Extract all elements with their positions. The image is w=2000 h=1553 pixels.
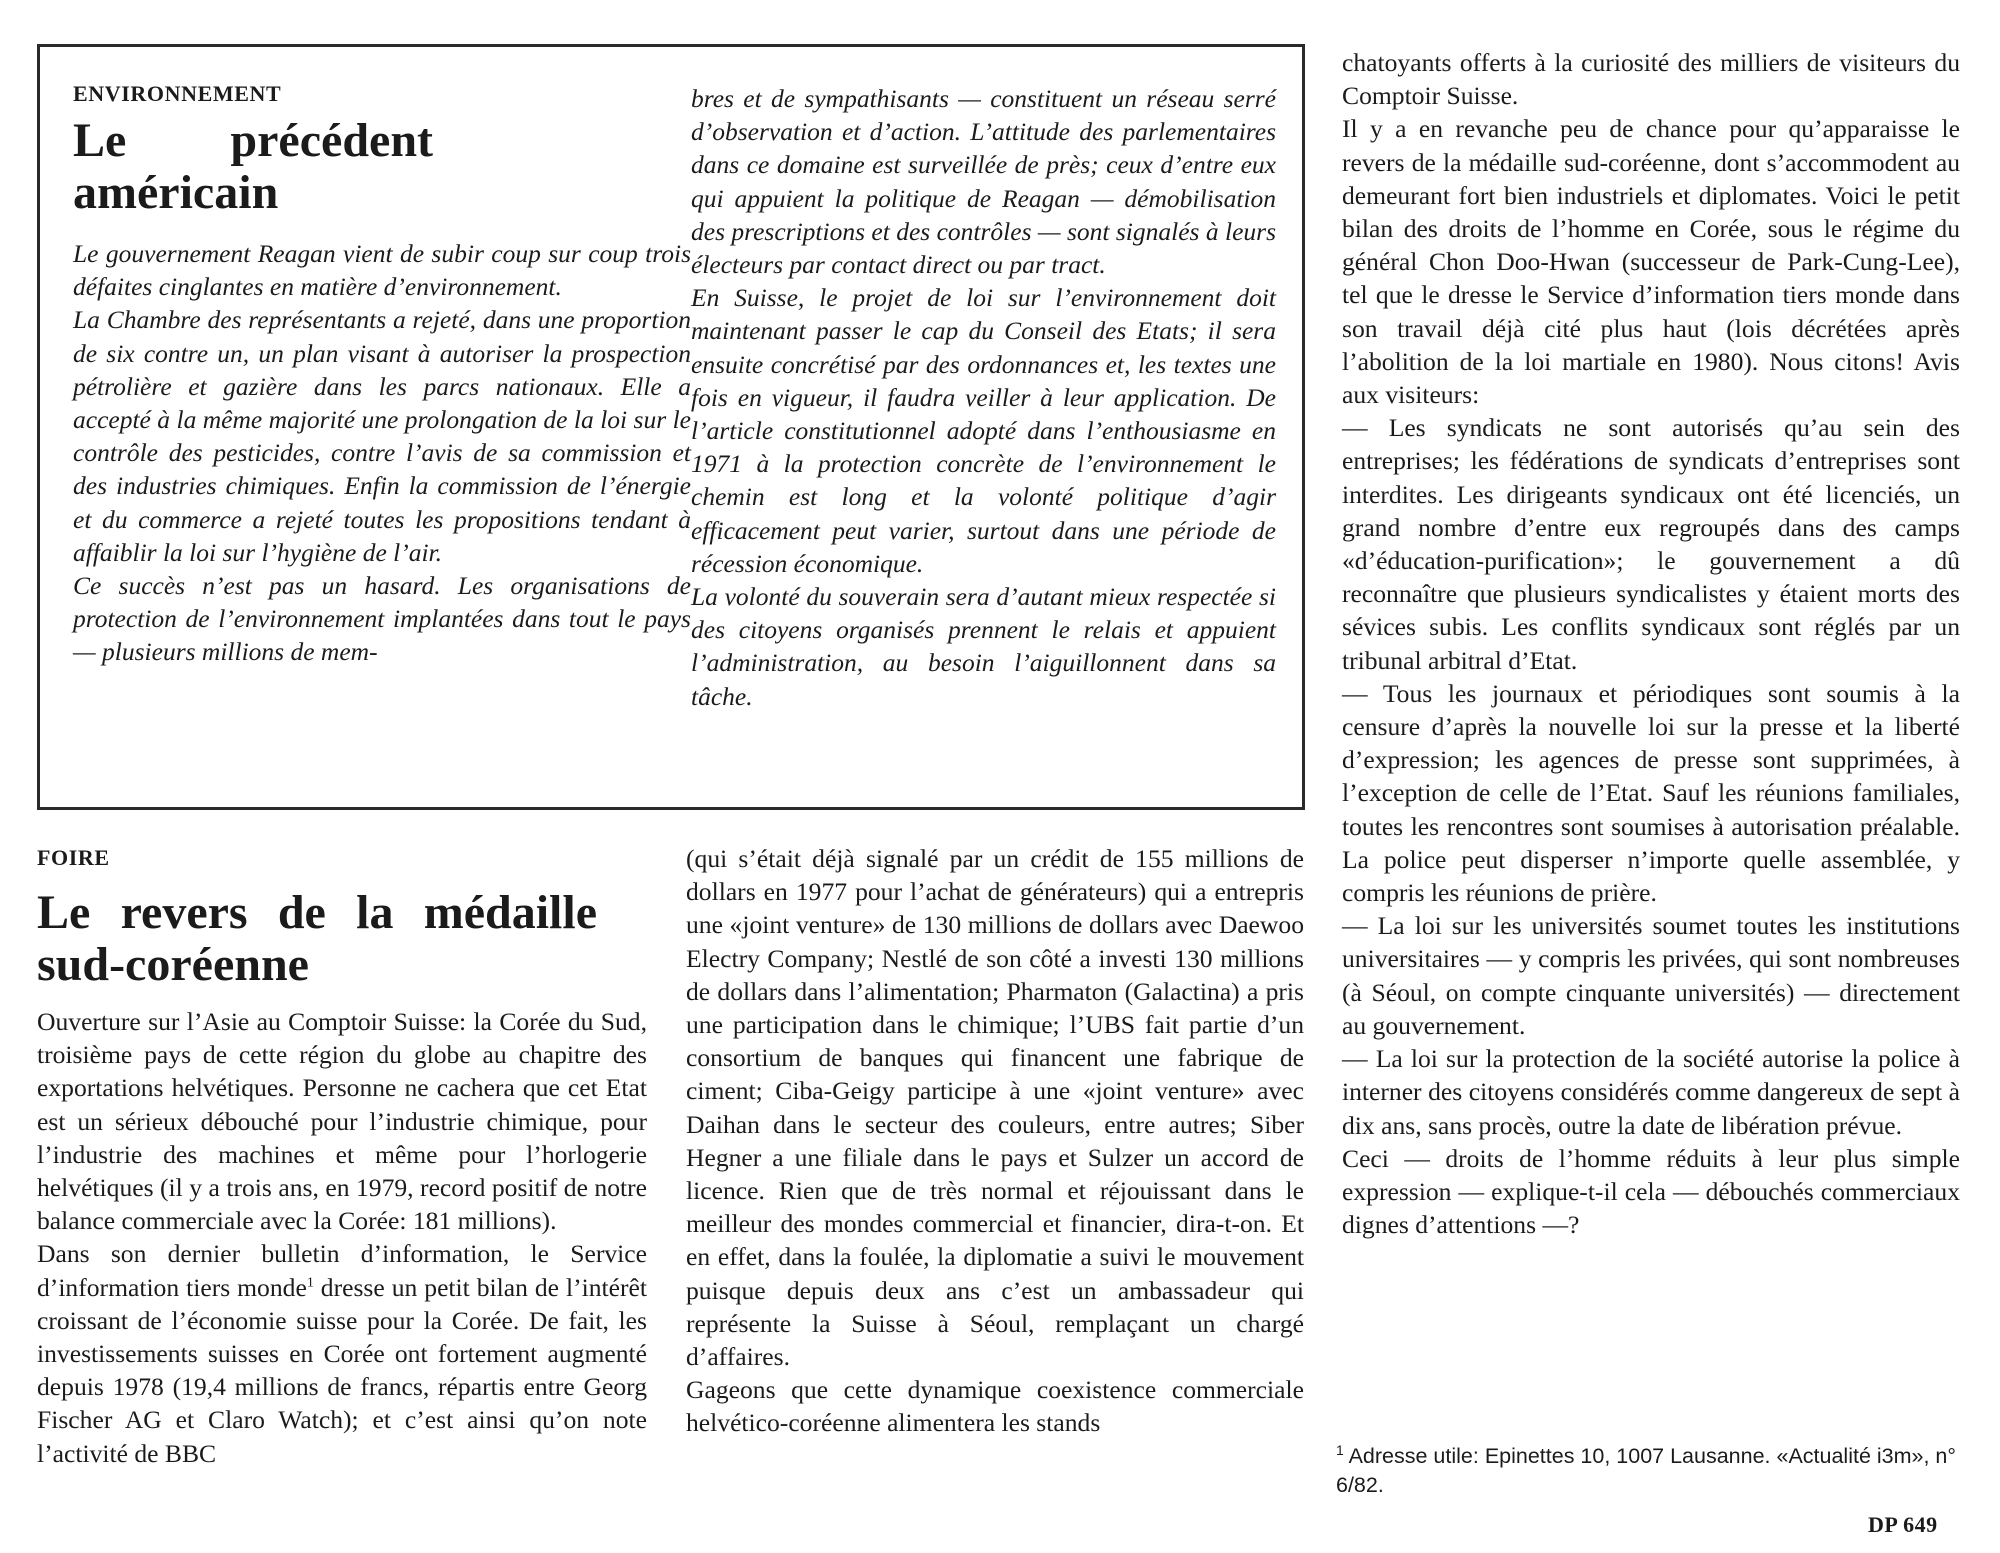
environment-column-left (73, 81, 691, 669)
footnote-reference: 1 (306, 1275, 314, 1291)
foire-column-right (1342, 46, 1960, 1241)
paragraph: chatoyants offerts à la curiosité des milliers de visiteurs du Comptoir Suisse. (1342, 48, 1960, 111)
paragraph: bres et de sympathisants — constituent un réseau serré d’observation et d’action. L’attitude des parlementaires dans ce domaine est surveillée de près; ceux d’entre eux qui appuient la politique de Reagan — démobilisation des prescriptions et des contrôles — sont signalés à leurs électeurs par contact direct ou par tract. (691, 84, 1276, 280)
paragraph-text: Dans son dernier bulletin d’information, le Service d’information tiers monde (37, 1239, 647, 1302)
paragraph: La Chambre des représentants a rejeté, dans une proportion de six contre un, un plan visant à autoriser la prospection pétrolière et gazière dans les parcs nationaux. Elle a accepté à la même majorité une prolongation de la loi sur le contrôle des pesticides, contre l’avis de sa commission et des industries chimiques. Enfin la commission de l’énergie et du commerce a rejeté toutes les propositions tendant à affaiblir la loi sur l’hygiène de l’air. (73, 305, 691, 567)
paragraph: En Suisse, le projet de loi sur l’environnement doit maintenant passer le cap du Conseil des Etats; il sera ensuite concrétisé par des ordonnances et, les textes une fois en vigueur, il faudra veiller à leur application. De l’article constitutionnel adopté dans l’enthousiasme en 1971 à la protection concrète de l’environnement le chemin est long et la volonté politique d’agir efficacement peut varier, surtout dans une période de récession économique. (691, 283, 1276, 578)
footnote-mark: 1 (1336, 1441, 1344, 1458)
environment-article-box (37, 44, 1305, 810)
section-kicker: ENVIRONNEMENT (73, 81, 282, 106)
paragraph: Ce succès n’est pas un hasard. Les organisations de protection de l’environnement implantées dans tout le pays — plusieurs millions de mem- (73, 571, 691, 667)
paragraph: (qui s’était déjà signalé par un crédit de 155 millions de dollars en 1977 pour l’achat de générateurs) qui a entrepris une «joint venture» de 130 millions de dollars avec Daewoo Electry Company; Nestlé de son côté a investi 130 millions de dollars dans l’alimentation; Pharmaton (Galactina) a pris une participation dans le chimique; l’UBS fait partie d’un consortium de banques qui financent une fabrique de ciment; Ciba-Geigy participe à une «joint venture» avec Daihan dans le secteur des couleurs, entre autres; Siber Hegner a une filiale dans le pays et Sulzer un accord de licence. Rien que de très normal et réjouissant dans le meilleur des mondes commercial et financier, dira-t-on. Et en effet, dans la foulée, la diplomatie a suivi le mouvement puisque depuis deux ans c’est un ambassadeur qui représente la Suisse à Séoul, remplaçant un chargé d’affaires. (686, 844, 1304, 1372)
page-number: DP 649 (1868, 1512, 1938, 1537)
paragraph (37, 1237, 647, 1469)
paragraph: — La loi sur les universités soumet toutes les institutions universitaires — y compris les privées, qui sont nombreuses (à Séoul, on compte cinquante universités) — directement au gouvernement. (1342, 911, 1960, 1040)
paragraph-text: dresse un petit bilan de l’intérêt croissant de l’économie suisse pour la Corée. De fait, les investissements suisses en Corée ont fortement augmenté depuis 1978 (19,4 millions de francs, répartis entre Georg Fischer AG et Claro Watch); et c’est ainsi qu’on note l’activité de BBC (37, 1272, 647, 1468)
section-kicker: FOIRE (37, 845, 110, 870)
paragraph: — La loi sur la protection de la société autorise la police à interner des citoyens considérés comme dangereux de sept à dix ans, sans procès, outre la date de libération prévue. (1342, 1044, 1960, 1140)
environment-column-right (691, 82, 1276, 713)
paragraph: Ouverture sur l’Asie au Comptoir Suisse: la Corée du Sud, troisième pays de cette région du globe au chapitre des exportations helvétiques. Personne ne cachera que cet Etat est un sérieux débouché pour l’industrie chimique, pour l’industrie des machines et même pour l’horlogerie helvétiques (il y a trois ans, en 1979, record positif de notre balance commerciale avec la Corée: 181 millions). (37, 1007, 647, 1236)
footnote-text: Adresse utile: Epinettes 10, 1007 Lausanne. «Actualité i3m», n° 6/82. (1336, 1444, 1956, 1497)
paragraph: Il y a en revanche peu de chance pour qu’apparaisse le revers de la médaille sud-coréenne, dont s’accommodent au demeurant fort bien industriels et diplomates. Voici le petit bilan des droits de l’homme en Corée, sous le régime du général Chon Doo-Hwan (successeur de Park-Cung-Lee), tel que le dresse le Service d’information tiers monde dans son travail déjà cité plus haut (lois décrétées après l’abolition de la loi martiale en 1980). Nous citons! Avis aux visiteurs: (1342, 114, 1960, 410)
paragraph: Gageons que cette dynamique coexistence commerciale helvético-coréenne alimentera les stands (686, 1375, 1304, 1438)
paragraph: Le gouvernement Reagan vient de subir coup sur coup trois défaites cinglantes en matière d’environnement. (73, 239, 691, 302)
paragraph: — Les syndicats ne sont autorisés qu’au sein des entreprises; les fédérations de syndicats d’entreprises sont interdites. Les dirigeants syndicaux ont été licenciés, un grand nombre d’entre eux regroupés dans des camps «d’éducation-purification»; le gouvernement a dû reconnaître que plusieurs syndicalistes y étaient morts des sévices subis. Les conflits syndicaux sont réglés par un tribunal arbitral d’Etat. (1342, 413, 1960, 675)
article-title: Le revers de la médaille sud-coréenne (37, 886, 597, 991)
article-title: Le précédent américain (73, 114, 433, 219)
footnote (1336, 1442, 1956, 1500)
paragraph: Ceci — droits de l’homme réduits à leur plus simple expression — explique-t-il cela — débouchés commerciaux dignes d’attentions —? (1342, 1143, 1960, 1240)
paragraph: La volonté du souverain sera d’autant mieux respectée si des citoyens organisés prennent le relais et appuient l’administration, au besoin l’aiguillonnent dans sa tâche. (691, 582, 1276, 711)
foire-column-middle (686, 842, 1304, 1440)
paragraph: — Tous les journaux et périodiques sont soumis à la censure d’après la nouvelle loi sur la presse et la liberté d’expression; les agences de presse sont supprimées, à l’exception de celle de l’Etat. Sauf les réunions familiales, toutes les rencontres sont soumises à autorisation préalable. La police peut disperser n’importe quelle assemblée, y compris les réunions de prière. (1342, 678, 1960, 908)
foire-column-left (37, 845, 647, 1470)
